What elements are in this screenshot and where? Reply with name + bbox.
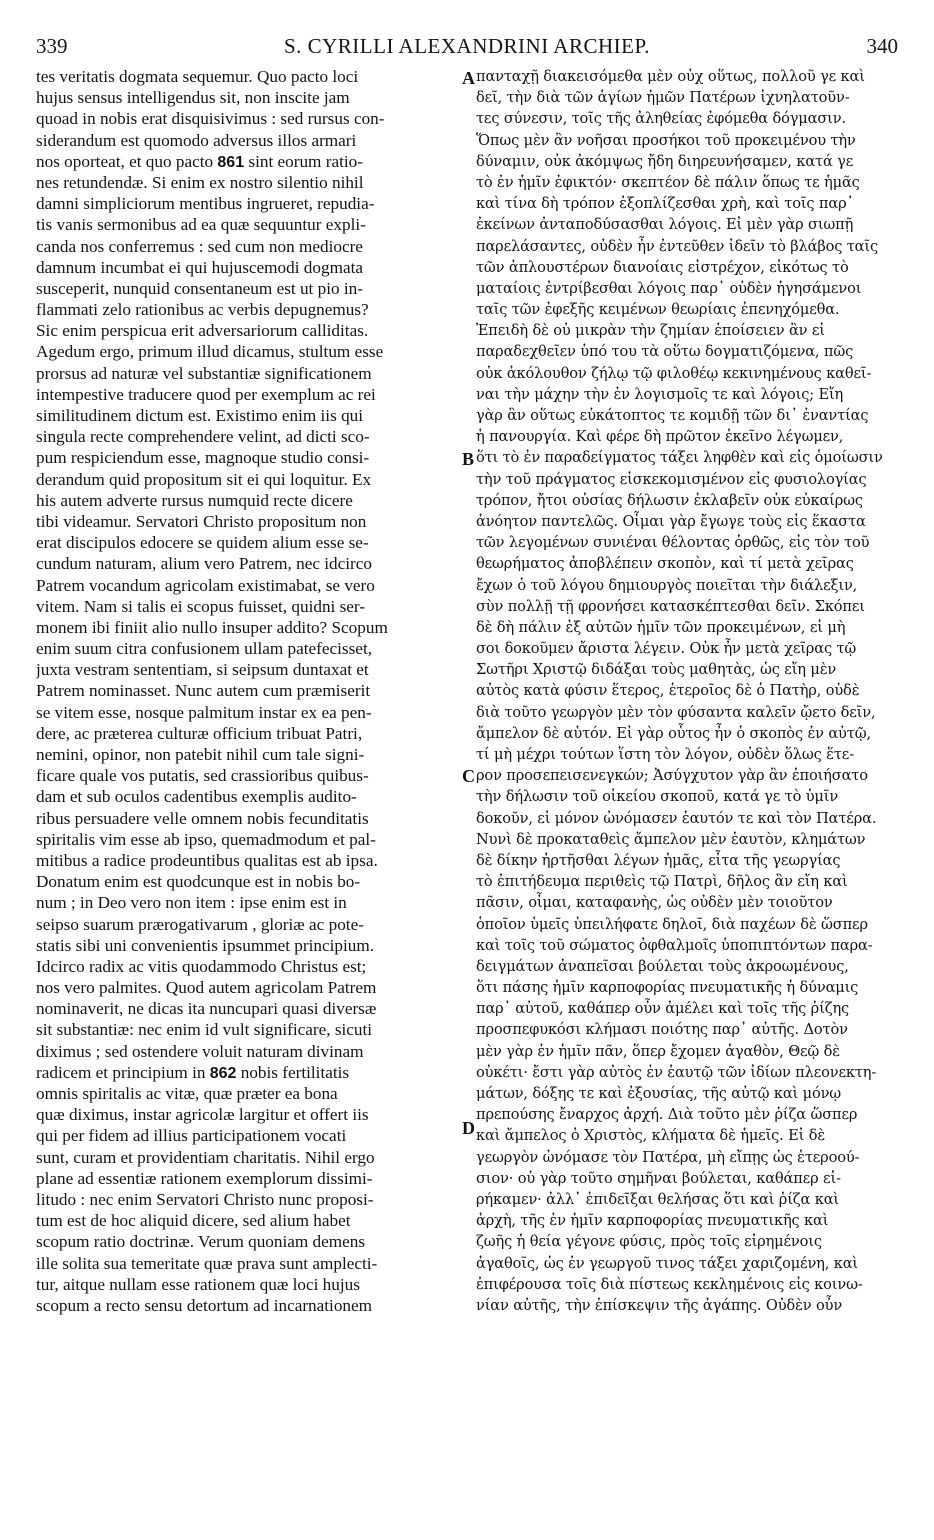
greek-text-line: πᾶσιν, οἶμαι, καταφανὴς, ὡς οὐδὲν μὲν τοιοῦτον [476,894,833,912]
latin-text-line: nes retundendæ. Si enim ex nostro silentio nihil [36,172,364,192]
greek-text-line: τρόπον, ἤτοι οὐσίας δήλωσιν ἐκλαβεῖν οὐκ εὐκαίρως [476,491,863,509]
greek-text-line: δὲ δίκην ἠρτῆσθαι λέγων ἡμᾶς, εἶτα τῆς γεωργίας [476,851,841,869]
latin-text-line: similitudinem dictum est. Existimo enim iis qui [36,406,364,425]
greek-text-line: πανταχῇ διακεισόμεθα μὲν οὐχ οὕτως, πολλοῦ γε καὶ [476,68,865,85]
latin-text-line: dere, ac præterea culturæ officium tribuat Patri, [36,723,363,743]
greek-text-line: ζωῆς ἡ θεία γέγονε φύσις, πρὸς τοῖς εἰρημένοις [476,1233,822,1251]
greek-text-line: ματαίοις ἐντρίβεσθαι λόγοις παρ᾽ οὐδὲν ἡγησάμενοι [476,279,862,297]
greek-text-line: τὴν δήλωσιν τοῦ οἰκείου σκοποῦ, κατά γε τὸ ὑμῖν [476,788,839,806]
greek-text-line: ἀρχὴ, τῆς ἐν ἡμῖν καρποφορίας πνευματικῆς καὶ [476,1212,829,1230]
greek-text-line: δοκοῦν, εἰ μόνον ὠνόμασεν ἑαυτόν τε καὶ τὸν Πατέρα. [476,809,877,827]
section-marker-a: A [462,68,475,88]
greek-text-line: τὴν τοῦ πράγματος εἰσκεκομισμένον εἰς φυσιολογίας [476,470,867,488]
latin-text-line: enim suum citra confusionem ullam patefecisset, [36,639,373,659]
latin-column [36,66,460,1316]
latin-text-line: prorsus ad naturæ vel substantiæ significationem [36,363,372,383]
latin-text-line: spiritalis vim esse ab ipso, quemadmodum et pal- [36,829,376,849]
greek-text-line: μάτων, δόξης τε καὶ ἐξουσίας, τῆς αὐτῷ καὶ μόνῳ [476,1085,842,1102]
greek-text-line: Ὅπως μὲν ἂν νοῆσαι προσήκοι τοῦ προκειμένου τὴν [476,131,856,149]
greek-text-line: οὐκέτι· ἔστι γὰρ αὐτὸς ἐν ἑαυτῷ τῶν ἰδίων πλεονεκτη- [476,1063,877,1081]
latin-text-line: sunt, curam et providentiam charitatis. Nihil ergo [36,1147,375,1167]
latin-text-line: tur, aitque nullam esse rationem quæ loci hujus [36,1274,360,1294]
latin-text-line: ficare quale vos putatis, sed crassioribus quibus- [36,766,369,786]
latin-text-line: cundum naturam, alium vero Patrem, nec idcirco [36,554,372,574]
latin-text-line: diximus ; sed ostendere voluit naturam divinam [36,1041,364,1061]
latin-text-line: nemini, opinor, non patebit nihil cum tale signi- [36,745,365,764]
latin-text-line: singula recte comprehendere velint, ad dicti sco- [36,427,370,447]
greek-text-line: ἄμπελον δὲ αὑτόν. Εἰ γὰρ οὗτος ἦν ὁ σκοπὸς ἐν αὐτῷ, [476,724,871,742]
greek-text-line: ρον προσεπεισενεγκών; Ἀσύγχυτον γὰρ ἂν ἐποιήσατο [476,767,868,785]
latin-text-line: se vitem esse, nosque palmitum instar ex ea pen- [36,702,372,722]
greek-text-line: Νυνὶ δὲ προκαταθεὶς ἄμπελον μὲν ἑαυτὸν, κλημάτων [476,830,866,848]
greek-text-line: δεῖ, τὴν διὰ τῶν ἁγίων ἡμῶν Πατέρων ἰχνηλατοῦν- [476,89,850,107]
greek-text-line: σιον· οὐ γὰρ τοῦτο σημῆναι βούλεται, καθάπερ εἰ- [476,1169,841,1187]
greek-text-line: τί μὴ μέχρι τούτων ἵστη τὸν λόγον, οὐδὲν ὅλως ἕτε- [476,746,854,763]
latin-text-line: omnis spiritalis ac vitæ, quæ præter ea bona [36,1084,338,1103]
latin-text-line: derandum quid propositum sit ei qui loquitur. Ex [36,469,372,489]
column-number: 861 [217,153,245,171]
latin-text-line: seipso suarum prærogativarum , gloriæ ac pote- [36,914,364,934]
greek-text-line: οὐκ ἀκόλουθον ζήλῳ τῷ φιλοθέῳ κεκινημένους καθεῖ- [476,364,872,382]
greek-text-line: αὐτὸς κατὰ φύσιν ἕτερος, ἑτεροῖος δὲ ὁ Πατὴρ, οὐδὲ [476,682,860,700]
greek-text-line: νίαν αὐτῆς, τὴν ἐπίσκεψιν τῆς ἀγάπης. Οὐδὲν οὖν [476,1296,843,1314]
greek-text-line: μὲν γὰρ ἐν ἡμῖν πᾶν, ὅπερ ἔχομεν ἀγαθὸν, Θεῷ δὲ [476,1042,840,1060]
latin-text-line: ille solita sua temeritate quæ prava sunt amplecti- [36,1253,378,1273]
latin-text-line: quæ diximus, instar agricolæ largitur et offert iis [36,1105,369,1125]
latin-text-line: his autem adverte rursus numquid recte dicere [36,490,353,510]
greek-text-line: ναι τὴν μάχην τὴν ἐν λογισμοῖς τε καὶ λόγοις; Εἴη [476,385,844,403]
greek-text-line: ὅτι πάσης ἡμῖν καρποφορίας πνευματικῆς ἡ δύναμις [476,979,859,997]
greek-text-line: τὸ ἐν ἡμῖν ἐφικτόν· σκεπτέον δὲ πάλιν ὅπως τε ἡμᾶς [476,173,860,191]
latin-text-line: scopum a recto sensu detortum ad incarnationem [36,1295,373,1315]
latin-text-line: radicem et principium in 862 nobis fertilitatis [36,1062,350,1082]
latin-text-line: num ; in Deo vero non item : ipse enim est in [36,893,347,913]
latin-text-line: sit substantiæ: nec enim id vult significare, sicuti [36,1020,373,1040]
page-number-left: 339 [36,34,68,58]
greek-text-line: δύναμιν, οὐκ ἀκόμψως ἤδη διηρευνήσαμεν, κατά γε [476,152,854,170]
greek-text-line: σοι δοκοῦμεν ἄριστα λέγειν. Οὐκ ἦν μετὰ χεῖρας τῷ [476,640,857,658]
greek-text-line: πρεπούσης ἔναρχος ἀρχή. Διὰ τοῦτο μὲν ῥίζα ὥσπερ [476,1106,858,1124]
latin-text-line: ribus persuadere velle omnem nobis fecunditatis [36,808,369,828]
latin-text-line: susceperit, nunquid consentaneum est ut pio in- [36,278,363,298]
page-header [36,34,898,64]
greek-text-line: ἀγαθοῖς, ὡς ἐν γεωργοῦ τινος τάξει χαριζομένη, καὶ [476,1254,858,1272]
greek-text-line: προσπεφυκόσι κλήμασι ποιότης παρ᾽ αὐτῆς. Δοτὸν [476,1021,848,1039]
latin-text-line: siderandum est quomodo adversus illos armari [36,130,357,150]
latin-text-line: Agedum ergo, primum illud dicamus, stultum esse [36,342,384,362]
running-title: S. CYRILLI ALEXANDRINI ARCHIEP. [283,34,651,58]
latin-text-line: damnum incumbat ei qui hujuscemodi dogmata [36,257,363,277]
greek-text-line: παρελάσαντες, οὐδὲν ἦν ἐντεῦθεν ἰδεῖν τὸ βλάβος ταῖς [476,237,878,255]
latin-text-line: erat discipulos edocere se quidem alium esse se- [36,533,369,553]
latin-text-line: pum respiciendum esse, magnoque studio consi- [36,448,370,468]
latin-text-line: quoad in nobis erat disquisivimus : sed rursus con- [36,109,385,129]
greek-text-line: παρ᾽ αὐτοῦ, καθάπερ οὖν ἀμέλει καὶ τοῖς τῆς ῥίζης [476,1000,850,1018]
greek-text-line: Σωτῆρι Χριστῷ διδάξαι τοὺς μαθητὰς, ὡς εἴη μὲν [476,661,837,679]
latin-text-line: Patrem nominasset. Nunc autem cum præmiserit [36,681,371,701]
latin-text-line: intempestive traducere quod per exemplum ac rei [36,384,376,404]
page-number-right: 340 [866,34,898,58]
latin-text-line: juxta vestram sententiam, si seipsum duntaxat et [36,660,369,680]
greek-text-line: ταῖς τῶν ἐφεξῆς κειμένων θεωρίαις ἐπενηχόμεθα. [476,301,840,319]
section-marker-b: B [462,449,475,469]
greek-text-line: διὰ τοῦτο γεωργὸν μὲν τὸν φύσαντα καλεῖν ᾤετο δεῖν, [476,703,876,721]
greek-text-line: τῶν λεγομένων συνιέναι θέλοντας ὀρθῶς, εἰς τὸν τοῦ [476,534,870,552]
latin-text-line: tis vanis sermonibus ad ea quæ sequuntur expli- [36,215,366,235]
latin-text-line: nos vero palmites. Quod autem agricolam Patrem [36,978,377,998]
latin-text-line: nos oporteat, et quo pacto 861 sint eorum ratio- [36,151,363,171]
greek-text-line: ἔχων ὁ τοῦ λόγου δημιουργὸς ποιεῖται τὴν διάλεξιν, [476,576,858,594]
greek-text-line: τὸ ἐπιτήδευμα περιθεὶς τῷ Πατρὶ, δῆλος ἂν εἴη καὶ [476,873,848,891]
greek-text-line: θεωρήματος ἀποβλέπειν σκοπὸν, καὶ τί μετὰ χεῖρας [476,555,854,573]
latin-text-line: tibi videamur. Servatori Christo propositum non [36,511,367,531]
greek-text-line: ἐπιφέρουσα τοῖς διὰ πίστεως κεκλημένοις εἰς κοινω- [476,1275,863,1293]
latin-text-line: monem ibi finiit alio nullo insuper addito? Scopum [36,617,388,637]
greek-text-line: ἡ πανουργία. Καὶ φέρε δὴ πρῶτον ἐκεῖνο λέγωμεν, [476,428,844,446]
latin-text-line: qui per fidem ad illius participationem vocati [36,1126,347,1146]
latin-text-line: statis sibi uni convenientis ipsummet principium. [36,935,374,955]
greek-text-line: Ἐπειδὴ δὲ οὐ μικρὰν τὴν ζημίαν ἐποίσειεν ἂν εἰ [476,322,825,340]
latin-text-line: tes veritatis dogmata sequemur. Quo pacto loci [36,67,359,86]
latin-text-line: vitem. Nam si talis ei scopus fuisset, quidni ser- [36,596,366,616]
latin-text-line: Patrem vocandum agricolam existimabat, se vero [36,575,375,595]
section-marker-c: C [462,766,475,786]
latin-text-line: damni simpliciorum mentibus ingrueret, repudia- [36,194,375,214]
greek-column [476,66,896,1316]
greek-text-line: δειγμάτων ἀναπεῖσαι βούλεται τοὺς ἀκροωμένους, [476,957,849,975]
latin-text-line: litudo : nec enim Servatori Christo nunc proposi- [36,1189,374,1209]
greek-text-line: ὅτι τὸ ἐν παραδείγματος τάξει ληφθὲν καὶ εἰς ὁμοίωσιν [476,449,883,467]
greek-text-line: καὶ τίνα δὴ τρόπον ἐξοπλίζεσθαι χρὴ, καὶ τοῖς παρ᾽ [476,195,854,213]
greek-text-line: καὶ ἄμπελος ὁ Χριστὸς, κλήματα δὲ ἡμεῖς. Εἰ δὲ [476,1127,826,1145]
greek-text-line: ἀνόητον παντελῶς. Οἶμαι γὰρ ἔγωγε τοὺς εἰς ἕκαστα [476,512,866,530]
latin-text-line: plane ad essentiæ rationem exemplorum dissimi- [36,1168,373,1188]
latin-text-line: mitibus a radice prodeuntibus qualitas est ab ipsa. [36,850,378,870]
greek-text-line: ρήκαμεν· ἀλλ᾽ ἐπιδεῖξαι θελήσας ὅτι καὶ ῥίζα καὶ [476,1190,839,1208]
latin-text-line: Idcirco radix ac vitis quodammodo Christus est; [36,956,367,976]
greek-text-line: δὲ δὴ πάλιν ἐξ αὐτῶν ἡμῖν τῶν προκειμένων, εἰ μὴ [476,618,846,636]
greek-text-line: τες σύνεσιν, τοῖς τῆς ἀληθείας ἐφόμεθα δόγμασιν. [476,110,846,128]
greek-text-line: σὺν πολλῇ τῇ φρονήσει κατασκέπτεσθαι δεῖν. Σκόπει [476,597,865,615]
latin-text-line: Donatum enim est quodcunque est in nobis bo- [36,872,361,892]
column-number: 862 [209,1064,237,1082]
greek-text-line: γεωργὸν ὠνόμασε τὸν Πατέρα, μὴ εἴπῃς ὡς ἑτεροού- [476,1148,860,1166]
greek-text-line: ἐκείνων ἀνταποδύσασθαι λόγοις. Εἰ μὲν γὰρ σιωπῇ [476,216,854,234]
latin-text-line: Sic enim perspicua erit adversariorum calliditas. [36,321,369,341]
latin-text-line: hujus sensus intelligendus sit, non inscite jam [36,88,350,108]
latin-text-line: dam et sub oculos cadentibus exemplis audito- [36,787,357,807]
section-marker-d: D [462,1118,475,1138]
greek-text-line: τῶν ἁπλουστέρων διανοίαις εἰστρέχον, εἰκότως τὸ [476,258,849,276]
latin-text-line: nominaverit, ne dicas ita nuncupari quasi diversæ [36,999,377,1019]
greek-text-line: καὶ τοῖς τοῦ σώματος ὀφθαλμοῖς ὑποπιπτόντων παρα- [476,936,873,954]
latin-text-line: flammati zelo rationibus ac verbis depugnemus? [36,300,369,320]
latin-text-line: tum est de hoc aliquid dicere, sed alium habet [36,1211,351,1231]
greek-text-line: γὰρ ἂν οὕτως εὐκάτοπτος τε κομιδῇ τῶν δι᾽ ἐναντίας [476,407,869,424]
greek-text-line: ὁποῖον ὑμεῖς ὑπειλήφατε δηλοῖ, διὰ παχέων δὲ ὥσπερ [476,915,868,933]
greek-text-line: παραδεχθεῖεν ὑπό του τὰ οὕτω δογματιζόμενα, πῶς [476,343,854,361]
latin-text-line: canda nos conferremus : sed cum non mediocre [36,236,363,256]
latin-text-line: scopum ratio doctrinæ. Verum quoniam demens [36,1232,366,1252]
